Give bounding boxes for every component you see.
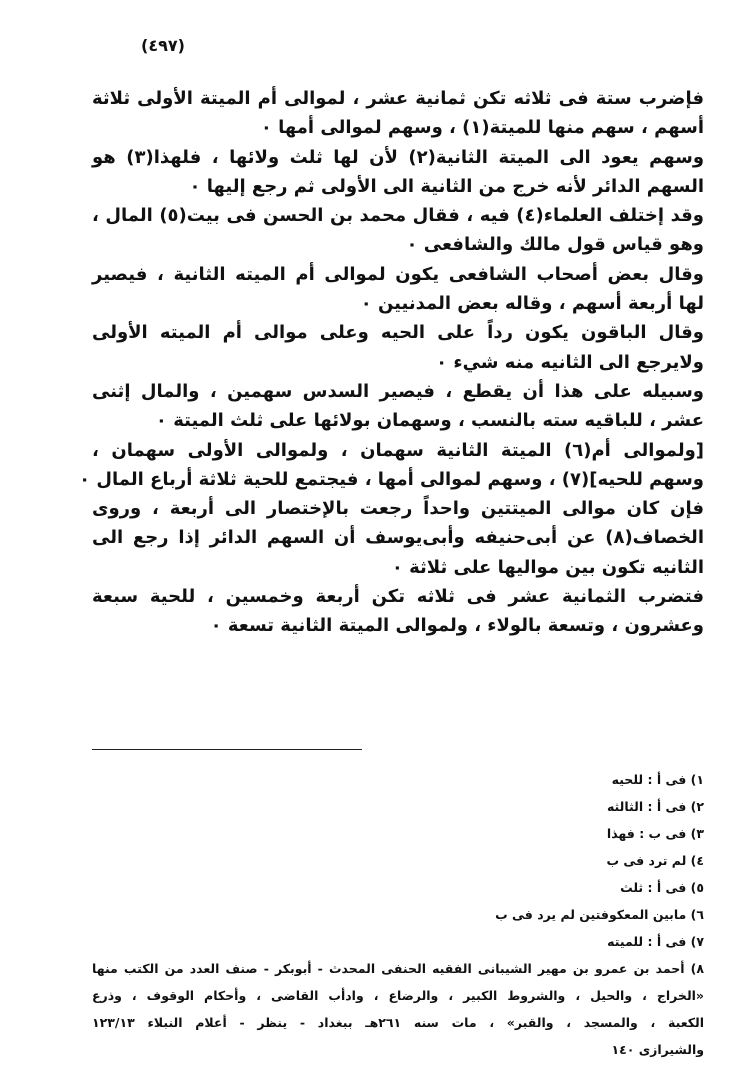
body-line: عشر ، للباقيه سته بالنسب ، وسهمان بولائها على ثلث الميتة ٠ [155,410,704,432]
body-line: السهم الدائر لأنه خرج من الثانية الى الأولى ثم رجع إليها ٠ [189,175,704,197]
body-line: وقال الباقون يكون رداً على الحيه وعلى موالى أم الميته الأولى [92,322,704,344]
footnote: ٤) لم ترد فى ب [606,853,704,868]
body-line: الثانيه تكون بين مواليها على ثلاثة ٠ [391,556,704,578]
footnotes [92,766,704,1063]
body-line: فتضرب الثمانية عشر فى ثلاثه تكن أربعة وخمسين ، للحية سبعة [92,586,704,608]
body-line: وهو قياس قول مالك والشافعى ٠ [406,234,704,256]
body-line: الخصاف(٨) عن أبى‌حنيفه وأبى‌يوسف أن السهم الدائر إذا رجع الى [92,527,704,549]
body-line: وعشرون ، وتسعة بالولاء ، ولموالى الميتة الثانية تسعة ٠ [210,615,704,637]
body-line: وقد إختلف العلماء(٤) فيه ، فقال محمد بن الحسن فى بيت(٥) المال ، [92,205,704,227]
footnote: «الخراج ، والحيل ، والشروط الكبير ، والرضاع ، وادأب القاضى ، وأحكام الوقوف ، وذرع [92,988,704,1003]
body-line: فإن كان موالى الميتتين واحداً رجعت بالإختصار الى أربعة ، وروى [92,498,704,520]
body-line: ولايرجع الى الثانيه منه شيء ٠ [436,351,704,373]
footnote: ٦) مابين المعكوفتين لم يرد فى ب [495,907,704,922]
footnote: ٨) أحمد بن عمرو بن مهير الشيبانى الفقيه الحنفى المحدث - أبوبكر - صنف العدد من الكتب منها [92,961,704,976]
body-line: وسهم يعود الى الميتة الثانية(٢) لأن لها ثلث ولائها ، فلهذا(٣) هو [92,146,705,168]
body-text [79,84,705,641]
body-line: وقال بعض أصحاب الشافعى يكون لموالى أم الميته الثانية ، فيصير [92,263,704,285]
footnote: ٢) فى أ : الثالثه [606,799,704,814]
body-line: فإضرب ستة فى ثلاثه تكن ثمانية عشر ، لموالى أم الميتة الأولى ثلاثة [92,88,704,109]
footnote: ٣) فى ب : فهذا [606,826,704,841]
footnote-separator [92,749,362,750]
body-line: وسبيله على هذا أن يقطع ، فيصير السدس سهمين ، والمال إثنى [92,380,704,402]
body-line: [ولموالى أم(٦) الميتة الثانية سهمان ، ولموالى الأولى سهمان ، [92,439,704,461]
page-number: (٤٩٧) [141,36,185,55]
footnote: ٥) فى أ : ثلث [620,880,704,895]
body-line: وسهم للحيه](٧) ، وسهم لموالى أمها ، فيجتمع للحية ثلاثة أرباع المال ٠ [79,468,704,490]
footnote: والشيرازى ١٤٠ [611,1042,704,1057]
body-line: لها أربعة أسهم ، وقاله بعض المدنيين ٠ [360,293,704,315]
body-line: أسهم ، سهم منها للميتة(١) ، وسهم لموالى أمها ٠ [260,117,704,139]
footnote: الكعبة ، والمسجد ، والقبر» ، مات سنه ٢٦١هـ ببغداد - ينظر - أعلام النبلاء ١٢٣/١٣ [92,1015,704,1030]
footnote: ٧) فى أ : للميته [607,934,704,949]
footnote: ١) فى أ : للحيه [611,772,704,787]
